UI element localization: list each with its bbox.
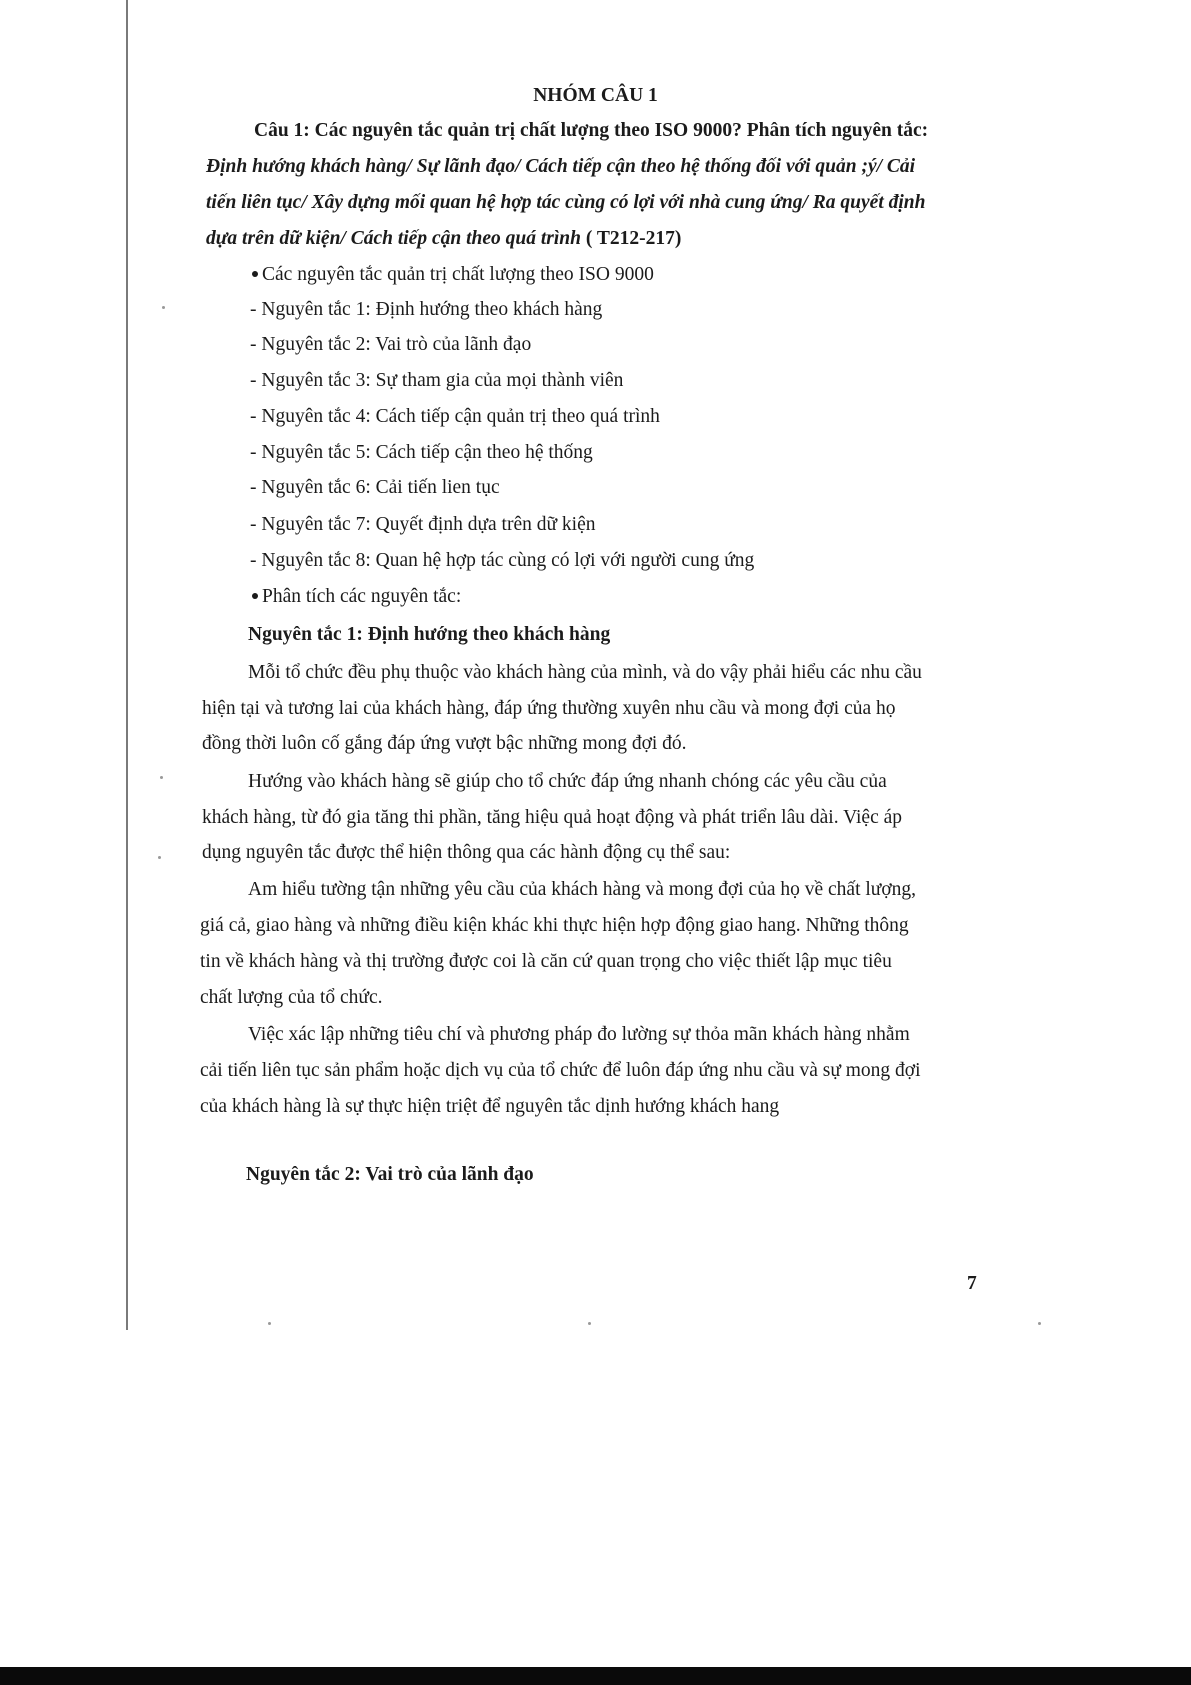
principle-item: - Nguyên tắc 5: Cách tiếp cận theo hệ thống (250, 442, 593, 463)
paragraph-line: Mỗi tổ chức đều phụ thuộc vào khách hàng của mình, và do vậy phải hiểu các nhu cầu (248, 662, 922, 683)
bullet-item (252, 262, 654, 288)
paragraph-line: đồng thời luôn cố gắng đáp ứng vượt bậc những mong đợi đó. (202, 733, 687, 754)
question-line: Định hướng khách hàng/ Sự lãnh đạo/ Cách tiếp cận theo hệ thống đối với quản ;ý/ Cải (206, 156, 916, 177)
paragraph-line: hiện tại và tương lai của khách hàng, đáp ứng thường xuyên nhu cầu và mong đợi của họ (202, 698, 896, 719)
paragraph-line: tin về khách hàng và thị trường được coi là căn cứ quan trọng cho việc thiết lập mục tiêu (200, 951, 892, 972)
scan-bottom-band (0, 1667, 1191, 1685)
paragraph-line: Việc xác lập những tiêu chí và phương pháp đo lường sự thỏa mãn khách hàng nhằm (248, 1024, 910, 1045)
principle-item: - Nguyên tắc 1: Định hướng theo khách hàng (250, 299, 603, 320)
question-line: Câu 1: Các nguyên tắc quản trị chất lượng theo ISO 9000? Phân tích nguyên tắc: (254, 120, 929, 141)
scan-speck (588, 1322, 591, 1325)
paragraph-line: chất lượng của tổ chức. (200, 987, 383, 1008)
bullet-icon (252, 593, 258, 599)
scan-speck (158, 856, 161, 859)
question-line: tiến liên tục/ Xây dựng mối quan hệ hợp tác cùng có lợi với nhà cung ứng/ Ra quyết định (206, 192, 926, 213)
scan-speck (268, 1322, 271, 1325)
scan-speck (160, 776, 163, 779)
section-heading: Nguyên tắc 1: Định hướng theo khách hàng (248, 624, 611, 645)
paragraph-line: cải tiến liên tục sản phẩm hoặc dịch vụ của tổ chức để luôn đáp ứng nhu cầu và sự mong đợi (200, 1060, 921, 1081)
paragraph-line: Am hiểu tường tận những yêu cầu của khách hàng và mong đợi của họ về chất lượng, (248, 879, 917, 900)
principle-item: - Nguyên tắc 7: Quyết định dựa trên dữ kiện (250, 514, 596, 535)
principle-item: - Nguyên tắc 6: Cải tiến lien tục (250, 477, 500, 498)
page-number: 7 (967, 1273, 977, 1294)
page-heading: NHÓM CÂU 1 (533, 85, 658, 106)
principle-item: - Nguyên tắc 2: Vai trò của lãnh đạo (250, 334, 532, 355)
scan-speck (1038, 1322, 1041, 1325)
paragraph-line: giá cả, giao hàng và những điều kiện khác khi thực hiện hợp động giao hang. Những thông (200, 915, 909, 936)
section-heading: Nguyên tắc 2: Vai trò của lãnh đạo (246, 1164, 534, 1185)
bullet-item (252, 584, 461, 610)
question-ref: ( T212-217) (580, 228, 682, 249)
principle-item: - Nguyên tắc 8: Quan hệ hợp tác cùng có lợi với người cung ứng (250, 550, 755, 571)
bullet-text: Các nguyên tắc quản trị chất lượng theo ISO 9000 (262, 264, 654, 285)
bullet-icon (252, 271, 258, 277)
bullet-text: Phân tích các nguyên tắc: (262, 586, 462, 607)
paragraph-line: dụng nguyên tắc được thể hiện thông qua các hành động cụ thể sau: (202, 842, 731, 863)
question-line (206, 226, 681, 252)
paragraph-line: của khách hàng là sự thực hiện triệt để nguyên tắc dịnh hướng khách hang (200, 1096, 780, 1117)
question-line-part: dựa trên dữ kiện/ Cách tiếp cận theo quá trình (206, 228, 581, 249)
scan-speck (162, 306, 165, 309)
principle-item: - Nguyên tắc 4: Cách tiếp cận quản trị theo quá trình (250, 406, 660, 427)
paragraph-line: Hướng vào khách hàng sẽ giúp cho tổ chức đáp ứng nhanh chóng các yêu cầu của (248, 771, 887, 792)
paragraph-line: khách hàng, từ đó gia tăng thi phần, tăng hiệu quả hoạt động và phát triển lâu dài. Việc áp (202, 807, 903, 828)
principle-item: - Nguyên tắc 3: Sự tham gia của mọi thành viên (250, 370, 624, 391)
margin-rule (126, 0, 128, 1330)
